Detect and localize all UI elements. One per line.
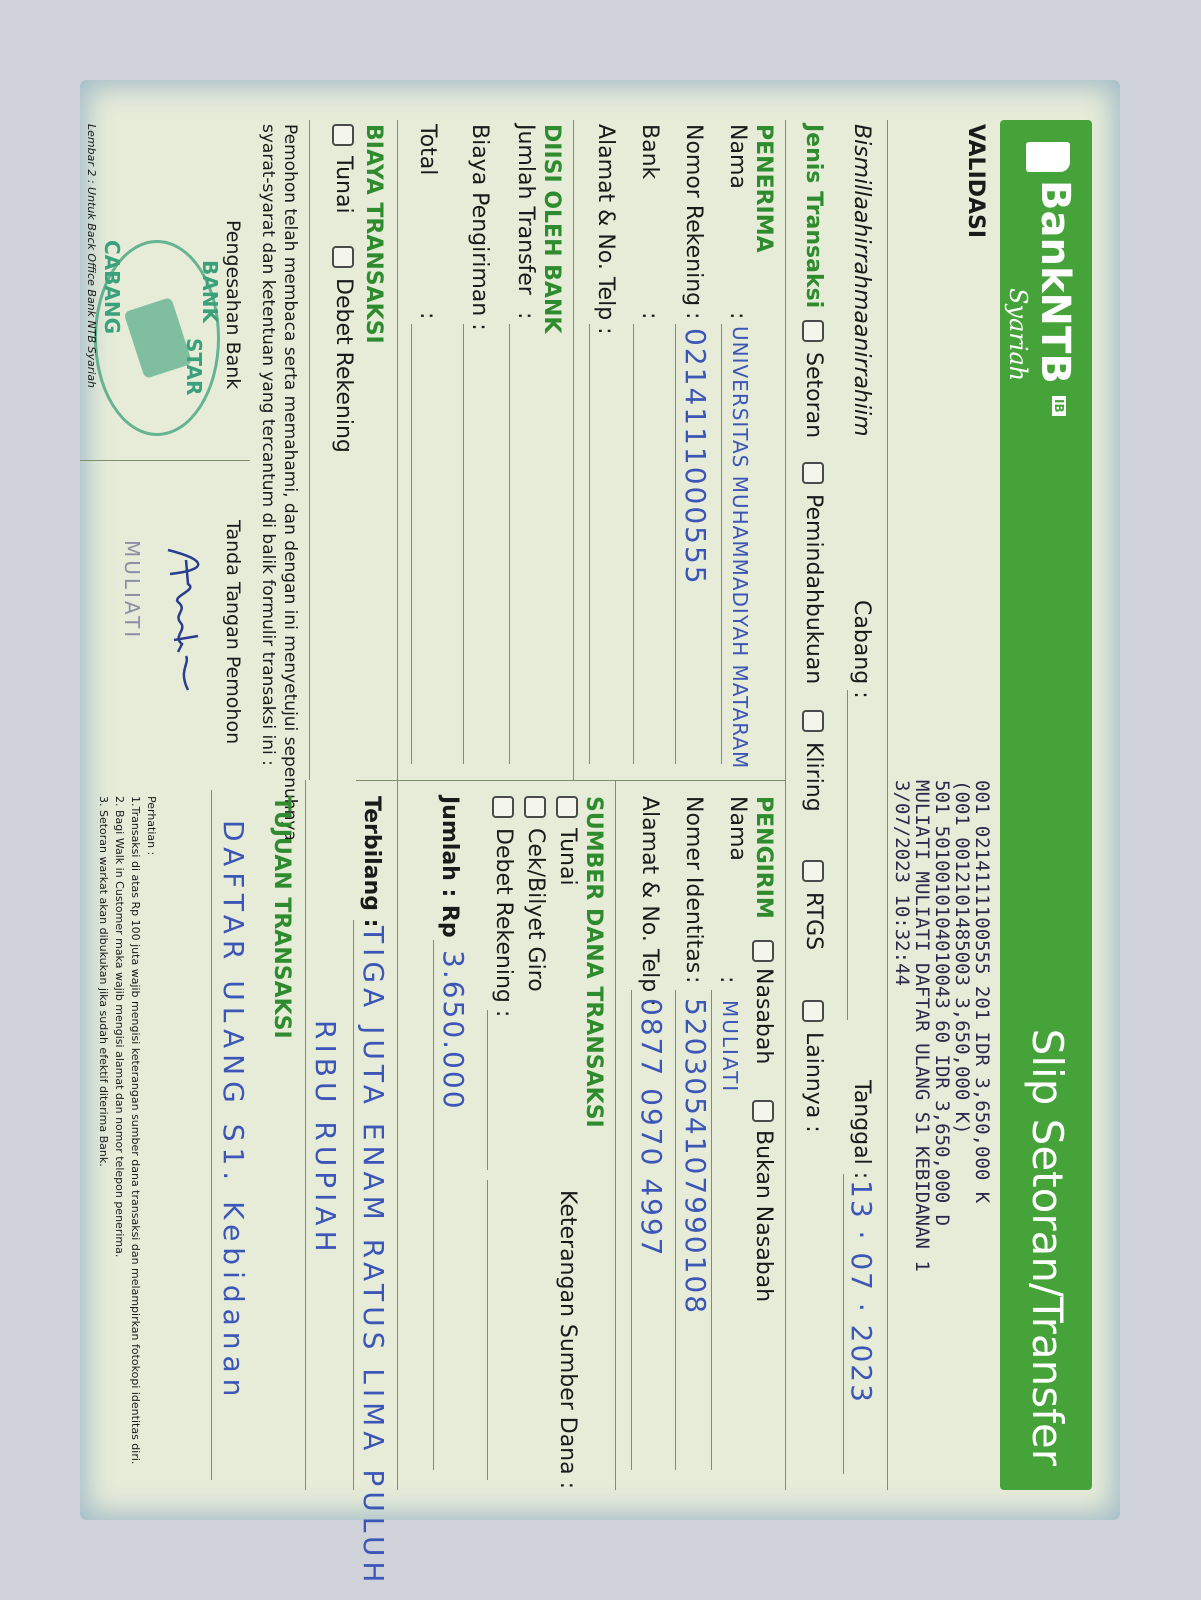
transfer-amount-label: Jumlah Transfer	[513, 124, 538, 295]
date-value: 13 · 07 · 2023	[845, 1180, 878, 1404]
recipient-account-value: 0214111000555	[679, 328, 712, 586]
spelled-line	[353, 920, 354, 1490]
stamp-text-bottom: CABANG	[100, 240, 124, 335]
sender-section: PENGIRIM	[751, 796, 776, 919]
recipient-bank-label: Bank	[637, 124, 662, 180]
option-lainnya: Lainnya :	[801, 1032, 826, 1133]
sender-type-nasabah: Nasabah	[751, 968, 776, 1065]
bank-sign-label: Pengesahan Bank	[222, 220, 244, 390]
checkbox-rtgs[interactable]	[802, 860, 824, 882]
source-section: SUMBER DANA TRANSAKSI	[581, 796, 606, 1128]
applicant-sign-label: Tanda Tangan Pemohon	[222, 520, 244, 745]
sender-address-value: 0877 0970 4997	[635, 998, 668, 1258]
vertical-divider	[356, 780, 786, 781]
source-debet-line	[487, 1010, 488, 1170]
slip-title: Slip Setoran/Transfer	[1023, 1028, 1072, 1466]
divider	[397, 120, 398, 1490]
checkbox-kliring[interactable]	[802, 710, 824, 732]
checkbox-lainnya[interactable]	[802, 1000, 824, 1022]
branch-label: Cabang :	[849, 600, 874, 699]
recipient-account-line	[675, 324, 676, 764]
colon: :	[725, 312, 750, 320]
total-line	[411, 324, 412, 764]
colon: :	[681, 312, 706, 320]
checkbox-pemindahbukuan[interactable]	[802, 462, 824, 484]
fee-tunai: Tunai	[331, 156, 356, 214]
checkbox-setoran[interactable]	[802, 320, 824, 342]
checkbox-source-cek[interactable]	[524, 796, 546, 818]
colon: :	[415, 312, 440, 320]
spelled-line-2: RIBU RUPIAH	[309, 1020, 342, 1257]
notes-item-1: 1.Transaksi di atas Rp 100 juta wajib mengisi keterangan sumber dana transaksi dan melampirkan fotokopi identitas diri.	[129, 796, 142, 1465]
option-pemindahbukuan: Pemindahbukuan	[801, 494, 826, 685]
source-cek: Cek/Bilyet Giro	[523, 828, 548, 992]
purpose-line	[211, 790, 212, 1480]
sender-address-line	[631, 990, 632, 1470]
purpose-value: DAFTAR ULANG S1. Kebidanan	[217, 820, 250, 1403]
checkbox-source-tunai[interactable]	[556, 796, 578, 818]
signature-divider	[80, 460, 250, 461]
date-line	[843, 1174, 844, 1474]
validation-line-2: (001 0012101485003 3,650,000 K)	[951, 780, 973, 1135]
checkbox-source-debet[interactable]	[492, 796, 514, 818]
colon: :	[681, 976, 706, 984]
checkbox-fee-debet[interactable]	[332, 246, 354, 268]
notes-item-2: 2. Bagi Walk in Customer maka wajib mengisi alamat dan nomor telepon penerima.	[113, 796, 126, 1258]
option-setoran: Setoran	[801, 352, 826, 439]
applicant-name: MULIATI	[120, 540, 144, 641]
recipient-name-value: UNIVERSITAS MUHAMMADIYAH MATARAM	[728, 326, 752, 770]
slip-header	[1000, 120, 1092, 1490]
checkbox-bukan-nasabah[interactable]	[752, 1100, 774, 1122]
stamp-text-top: BANK	[198, 260, 222, 323]
date-label: Tanggal :	[849, 1080, 874, 1180]
colon: :	[715, 976, 740, 984]
option-kliring: Kliring	[801, 742, 826, 812]
sender-id-line	[675, 990, 676, 1470]
validation-label: VALIDASI	[963, 124, 988, 239]
source-tunai: Tunai	[555, 828, 580, 886]
recipient-name-line	[721, 324, 722, 764]
sender-name-label: Nama	[725, 796, 750, 861]
agreement-line-1: Pemohon telah membaca serta memahami, dan dengan ini menyetujui sepenuhnya	[280, 124, 300, 841]
option-rtgs: RTGS	[801, 892, 826, 951]
source-note-label: Keterangan Sumber Dana :	[555, 1190, 580, 1490]
notes-title: Perhatian :	[145, 796, 158, 856]
colon: :	[637, 312, 662, 320]
greeting-text: Bismillaahirrahmaanirrahiim	[849, 124, 874, 437]
recipient-section: PENERIMA	[751, 124, 776, 253]
validation-line-3: 501 5010010104010043 60 IDR 3,650,000 D	[931, 780, 953, 1227]
sender-name-value: MULIATI	[718, 1000, 742, 1094]
validation-line-1: 001 0214111100555 201 IDR 3,650,000 K	[971, 780, 993, 1204]
footer-text: Lembar 2 : Untuk Back Office Bank NTB Syariah	[85, 124, 98, 389]
recipient-address-label: Alamat & No. Telp :	[593, 124, 618, 335]
slip-paper	[80, 80, 1120, 1588]
bank-name: BankNTB	[1032, 180, 1078, 384]
amount-value: 3.650.000	[437, 950, 470, 1111]
sender-id-value: 5203054107990108	[679, 998, 712, 1316]
agreement-line-2: syarat-syarat dan ketentuan yang tercantum di balik formulir transaksi ini :	[258, 124, 278, 766]
stamp-text-middle: STAR	[182, 338, 206, 396]
divider	[615, 780, 616, 1490]
notes-item-3: 3. Setoran warkat akan dibukukan jika sudah efektif diterima Bank.	[97, 796, 110, 1167]
recipient-address-line	[589, 324, 590, 764]
divider	[309, 120, 310, 780]
validation-line-5: 3/07/2023 10:32:44	[891, 780, 913, 986]
colon: :	[513, 312, 538, 320]
transfer-fee-label: Biaya Pengiriman :	[467, 124, 492, 331]
divider	[887, 120, 888, 1490]
recipient-bank-line	[633, 324, 634, 764]
sender-address-label: Alamat & No. Telp :	[637, 796, 662, 1007]
sender-type-bukan-nasabah: Bukan Nasabah	[751, 1130, 776, 1303]
source-note-line	[487, 1180, 488, 1480]
ib-badge: IB	[1052, 396, 1066, 416]
bank-sub: Syariah	[1004, 288, 1032, 382]
transaction-type-label: Jenis Transaksi	[801, 124, 826, 309]
applicant-signature-icon	[148, 540, 218, 700]
checkbox-nasabah[interactable]	[752, 940, 774, 962]
recipient-name-label: Nama	[725, 124, 750, 189]
checkbox-fee-tunai[interactable]	[332, 124, 354, 146]
validation-line-4: MULIATI MULIATI DAFTAR ULANG S1 KEBIDANAN 1	[911, 780, 933, 1272]
amount-label: Jumlah : Rp	[437, 796, 462, 938]
purpose-section: TUJUAN TRANSAKSI	[269, 796, 294, 1039]
total-label: Total	[415, 124, 440, 176]
fee-section: BIAYA TRANSAKSI	[361, 124, 386, 344]
divider	[785, 120, 786, 1490]
amount-line	[433, 940, 434, 1470]
transfer-amount-line	[509, 324, 510, 764]
divider	[573, 120, 574, 780]
source-debet: Debet Rekening :	[491, 828, 516, 1018]
bank-logo-icon	[1026, 142, 1070, 172]
bank-fill-section: DIISI OLEH BANK	[539, 124, 564, 334]
recipient-account-label: Nomor Rekening	[681, 124, 706, 307]
transfer-fee-line	[463, 324, 464, 764]
divider	[305, 780, 306, 1490]
fee-debet: Debet Rekening	[331, 278, 356, 453]
spelled-label: Terbilang :	[359, 796, 384, 928]
spelled-line-1: TIGA JUTA ENAM RATUS LIMA PULUH	[357, 926, 390, 1588]
branch-line	[847, 690, 848, 1020]
sender-id-label: Nomer Identitas	[681, 796, 706, 974]
